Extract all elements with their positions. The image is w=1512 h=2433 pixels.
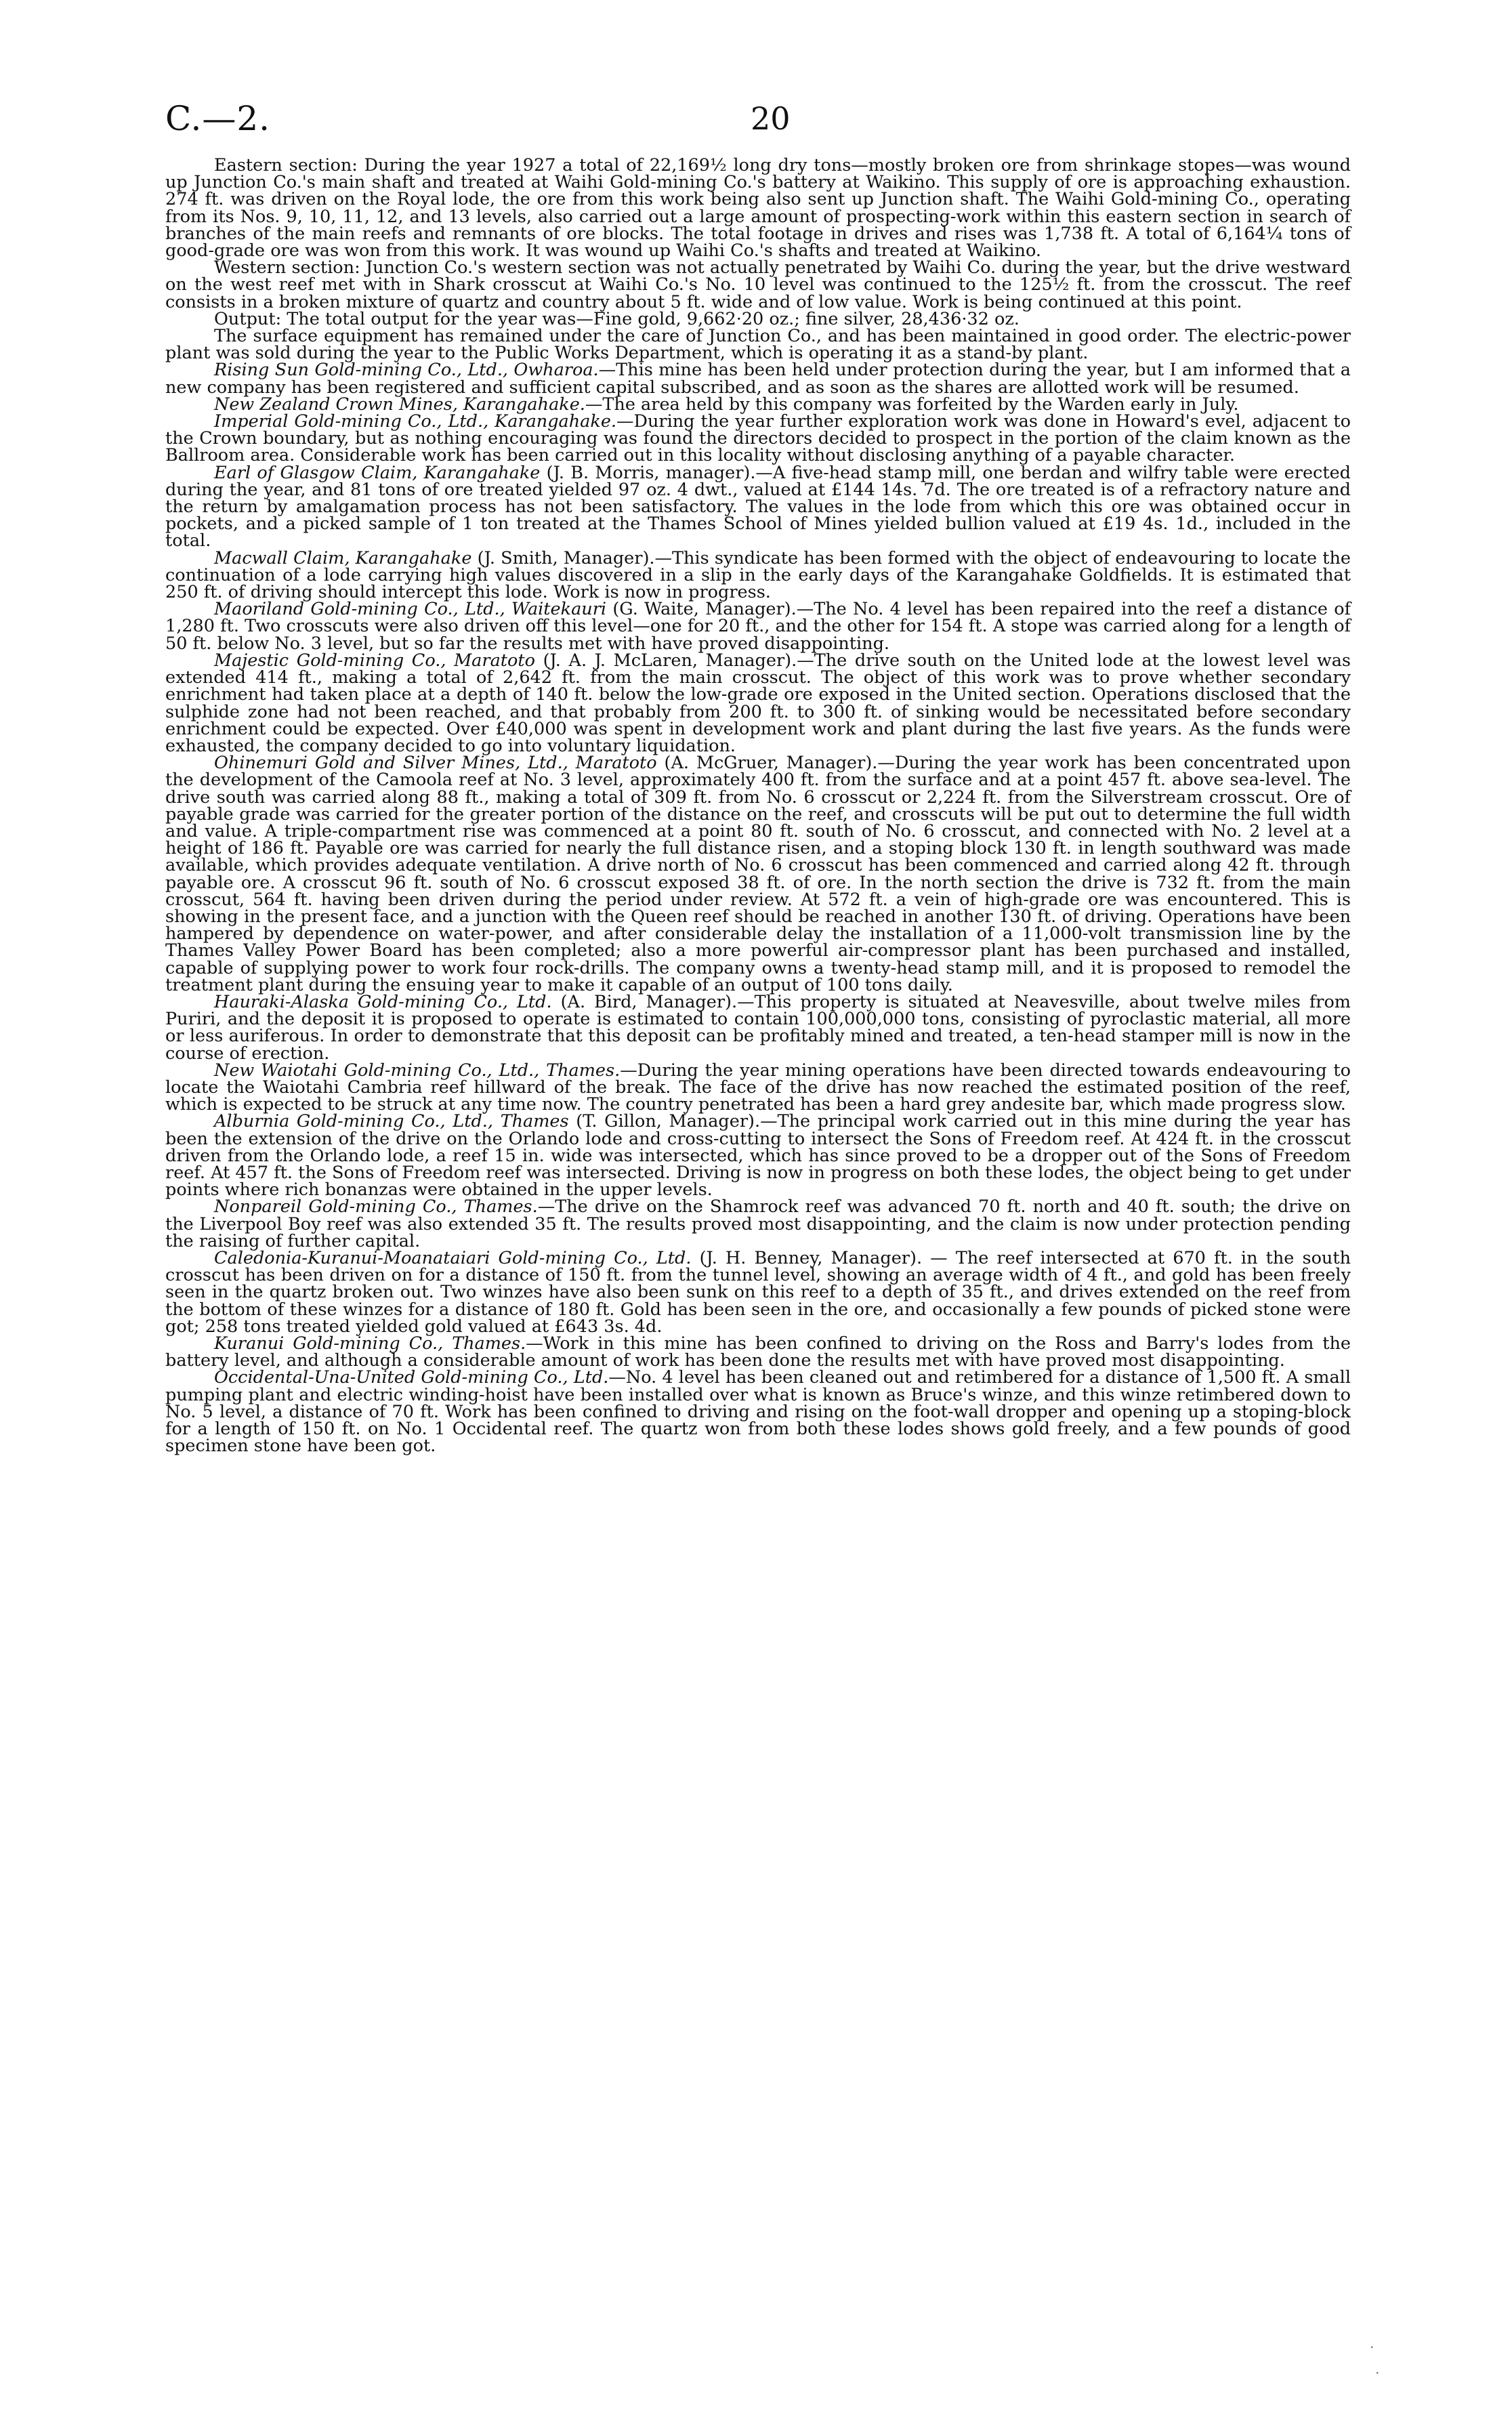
paragraph-western-section: Western section: Junction Co.'s western section was not actually penetrated by Waihi Co. during the year, but the drive westward on the west reef met with in Shark crosscut at Waihi Co.'s No. 10 level was continued to the 125½ ft. from the crosscut. The reef consists in a broken mixture of quartz and country about 5 ft. wide and of low value. Work is being continued at this point. — [165, 257, 1351, 312]
paragraph-rising-sun: Rising Sun Gold-mining Co., Ltd., Owharoa.—This mine has been held under protection during the year, but I am informed that a new company has been registered and sufficient capital subscribed, and as soon as the shares are allotted work will be resumed. — [165, 360, 1351, 398]
paragraph-nonpareil: Nonpareil Gold-mining Co., Thames.—The drive on the Shamrock reef was advanced 70 ft. north and 40 ft. south; the drive on the Liverpool Boy reef was also extended 35 ft. The results proved most disappointing, and the claim is now under protection pending the raising of further capital. — [165, 1197, 1351, 1251]
mine-title: Ohinemuri Gold and Silver Mines, Ltd., Maratoto — [214, 753, 657, 774]
scan-speck: · — [1375, 2365, 1380, 2381]
mine-title: Imperial Gold-mining Co., Ltd., Karangahake. — [214, 411, 617, 432]
mine-title: Rising Sun Gold-mining Co., Ltd., Owharoa. — [214, 360, 599, 381]
paragraph-alburnia: Alburnia Gold-mining Co., Ltd., Thames (T. Gillon, Manager).—The principal work carried out in this mine during the year has been the extension of the drive on the Orlando lode and cross-cutting to intersect the Sons of Freedom reef. At 424 ft. in the crosscut driven from the Orlando lode, a reef 15 in. wide was intersected, which has since proved to be a dropper out of the Sons of Freedom reef. At 457 ft. the Sons of Freedom reef was intersected. Driving is now in progress on both these lodes, the object being to get under points where rich bonanzas were obtained in the upper levels. — [165, 1111, 1351, 1201]
mine-title: Macwall Claim, Karangahake — [214, 547, 472, 568]
page-number: 20 — [751, 100, 791, 137]
paragraph-kuranui: Kuranui Gold-mining Co., Thames.—Work in this mine has been confined to driving on the Ross and Barry's lodes from the battery level, and although a considerable amount of work has been done the results met with have proved most disappointing. — [165, 1333, 1351, 1371]
paragraph-imperial: Imperial Gold-mining Co., Ltd., Karangahake.—During the year further exploration work was done in Howard's evel, adjacent to the Crown boundary, but as nothing encouraging was found the directors decided to prospect in the portion of the claim known as the Ballroom area. Considerable work has been carried out in this locality without disclosing anything of a payable character. — [165, 411, 1351, 466]
paragraph-earl-of-glasgow: Earl of Glasgow Claim, Karangahake (J. B. Morris, manager).—A five-head stamp mill, one berdan and wilfry table were erected during the year, and 81 tons of ore treated yielded 97 oz. 4 dwt., valued at £144 14s. 7d. The ore treated is of a refractory nature and the return by amalgamation process has not been satisfactory. The values in the lode from which this ore was obtained occur in pockets, and a picked sample of 1 ton treated at the Thames School of Mines yielded bullion valued at £19 4s. 1d., included in the total. — [165, 462, 1351, 552]
mine-title: Hauraki-Alaska Gold-mining Co., Ltd. — [214, 991, 552, 1012]
mine-title: New Waiotahi Gold-mining Co., Ltd., Thames. — [214, 1060, 621, 1081]
paragraph-macwall: Macwall Claim, Karangahake (J. Smith, Manager).—This syndicate has been formed with the object of endeavouring to locate the continuation of a lode carrying high values discovered in a slip in the early days of the Karangahake Goldfields. It is estimated that 250 ft. of driving should intercept this lode. Work is now in progress. — [165, 547, 1351, 603]
paragraph-surface-equipment: The surface equipment has remained under the care of Junction Co., and has been maintained in good order. The electric-power plant was sold during the year to the Public Works Department, which is operating it as a stand-by plant. — [165, 326, 1351, 364]
mine-title: Occidental-Una-United Gold-mining Co., Ltd. — [214, 1367, 609, 1388]
document-reference: C.—2. — [165, 99, 271, 138]
mine-title: New Zealand Crown Mines, Karangahake. — [214, 394, 585, 415]
paragraph-nz-crown-mines: New Zealand Crown Mines, Karangahake.—The area held by this company was forfeited by the Warden early in July. — [214, 394, 1239, 415]
paragraph-eastern-section: Eastern section: During the year 1927 a total of 22,169½ long dry tons—mostly broken ore from shrinkage stopes—was wound up Junction Co.'s main shaft and treated at Waihi Gold-mining Co.'s battery at Waikino. This supply of ore is approaching exhaustion. 274 ft. was driven on the Royal lode, the ore from this work being also sent up Junction shaft. The Waihi Gold-mining Co., operating from its Nos. 9, 10, 11, 12, and 13 levels, also carried out a large amount of prospecting-work within this eastern section in search of branches of the main reefs and remnants of ore blocks. The total footage in drives and rises was 1,738 ft. A total of 6,164¼ tons of good-grade ore was won from this work. It was wound up Waihi Co.'s shafts and treated at Waikino. — [165, 155, 1351, 262]
paragraph-ohinemuri: Ohinemuri Gold and Silver Mines, Ltd., Maratoto (A. McGruer, Manager).—During the year work has been concentrated upon the development of the Camoola reef at No. 3 level, approximately 400 ft. from the surface and at a point 457 ft. above sea-level. The drive south was carried along 88 ft., making a total of 309 ft. from No. 6 crosscut or 2,224 ft. from the Silverstream crosscut. Ore of payable grade was carried for the greater portion of the distance on the reef, and crosscuts will be put out to determine the full width and value. A triple-compartment rise was commenced at a point 80 ft. south of No. 6 crosscut, and connected with No. 2 level at a height of 186 ft. Payable ore was carried for nearly the full distance risen, and a stoping block 130 ft. in length southward was made available, which provides adequate ventilation. A drive north of No. 6 crosscut has been commenced and carried along 42 ft. through payable ore. A crosscut 96 ft. south of No. 6 crosscut exposed 38 ft. of ore. In the north section the drive is 732 ft. from the main crosscut, 564 ft. having been driven during the period under review. At 572 ft. a vein of high-grade ore was encountered. This is showing in the present face, and a junction with the Queen reef should be reached in another 130 ft. of driving. Operations have been hampered by dependence on water-power, and after considerable delay the installation of a 11,000-volt transmission line by the Thames Valley Power Board has been completed; also a more powerful air-compressor plant has been purchased and installed, capable of supplying power to work four rock-drills. The company owns a twenty-head stamp mill, and it is proposed to remodel the treatment plant during the ensuing year to make it capable of an output of 100 tons daily. — [165, 753, 1351, 995]
paragraph-majestic: Majestic Gold-mining Co., Maratoto (J. A. J. McLaren, Manager).—The drive south on the United lode at the lowest level was extended 414 ft., making a total of 2,642 ft. from the main crosscut. The object of this work was to prove whether secondary enrichment had taken place at a depth of 140 ft. below the low-grade ore exposed in the United section. Operations disclosed that the sulphide zone had not been reached, and that probably from 200 ft. to 300 ft. of sinking would be necessitated before secondary enrichment could be expected. Over £40,000 was spent in development work and plant during the last five years. As the funds were exhausted, the company decided to go into voluntary liquidation. — [165, 650, 1351, 756]
report-body — [165, 157, 1351, 1455]
paragraph-caledonia: Caledonia-Kuranui-Moanataiari Gold-mining Co., Ltd. (J. H. Benney, Manager). — The reef intersected at 670 ft. in the south crosscut has been driven on for a distance of 150 ft. from the tunnel level, showing an average width of 4 ft., and gold has been freely seen in the quartz broken out. Two winzes have also been sunk on this reef to a depth of 35 ft., and drives extended on the reef from the bottom of these winzes for a distance of 180 ft. Gold has been seen in the ore, and occasionally a few pounds of picked stone were got; 258 tons treated yielded gold valued at £643 3s. 4d. — [165, 1248, 1351, 1337]
paragraph-new-waiotahi: New Waiotahi Gold-mining Co., Ltd., Thames.—During the year mining operations have been directed towards endeavouring to locate the Waiotahi Cambria reef hillward of the break. The face of the drive has now reached the estimated position of the reef, which is expected to be struck at any time now. The country penetrated has been a hard grey andesite bar, which made progress slow. — [165, 1060, 1351, 1115]
paragraph-occidental: Occidental-Una-United Gold-mining Co., Ltd.—No. 4 level has been cleaned out and retimbered for a distance of 1,500 ft. A small pumping plant and electric winding-hoist have been installed over what is known as Bruce's winze, and this winze retimbered down to No. 5 level, a distance of 70 ft. Work has been confined to driving and rising on the foot-wall dropper and opening up a stoping-block for a length of 150 ft. on No. 1 Occidental reef. The quartz won from both these lodes shows gold freely, and a few pounds of good specimen stone have been got. — [165, 1367, 1351, 1457]
mine-title: Nonpareil Gold-mining Co., Thames. — [214, 1197, 538, 1218]
paragraph-maoriland: Maoriland Gold-mining Co., Ltd., Waitekauri (G. Waite, Manager).—The No. 4 level has been repaired into the reef a distance of 1,280 ft. Two crosscuts were also driven off this level—one for 20 ft., and the other for 154 ft. A stope was carried along for a length of 50 ft. below No. 3 level, but so far the results met with have proved disappointing. — [165, 599, 1351, 654]
paragraph-output: Output: The total output for the year was—Fine gold, 9,662·20 oz.; fine silver, 28,436·32 oz. — [214, 308, 1020, 329]
paragraph-hauraki-alaska: Hauraki-Alaska Gold-mining Co., Ltd. (A. Bird, Manager).—This property is situated at Neavesville, about twelve miles from Puriri, and the deposit it is proposed to operate is estimated to contain 100,000,000 tons, consisting of pyroclastic material, all more or less auriferous. In order to demonstrate that this deposit can be profitably mined and treated, a ten-head stamper mill is now in the course of erection. — [165, 991, 1351, 1064]
scan-speck: · — [1370, 2339, 1374, 2355]
mine-title: Earl of Glasgow Claim, Karangahake — [214, 462, 541, 483]
mine-title: Maoriland Gold-mining Co., Ltd., Waitekauri — [214, 599, 607, 620]
mine-title: Majestic Gold-mining Co., Maratoto — [214, 650, 535, 671]
mine-title: Kuranui Gold-mining Co., Thames. — [214, 1333, 526, 1354]
mine-title: Caledonia-Kuranui-Moanataiari Gold-mining Co., Ltd. — [214, 1248, 692, 1268]
mine-title: Alburnia Gold-mining Co., Ltd., Thames — [214, 1111, 569, 1132]
